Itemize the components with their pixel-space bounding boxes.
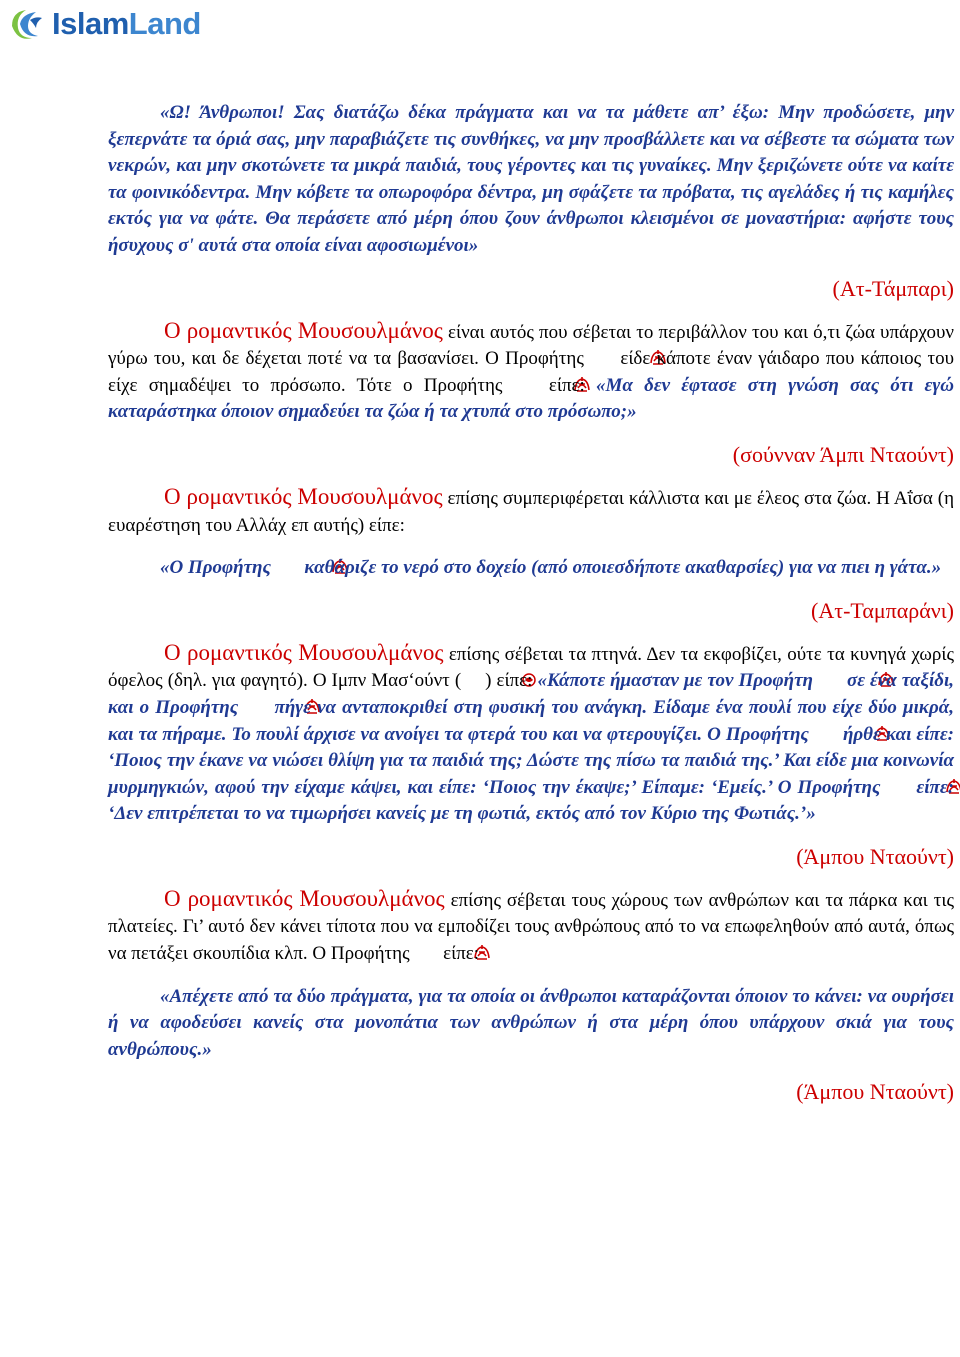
salawat-icon — [517, 375, 535, 392]
romantic-muslim-heading: Ο ρομαντικός Μουσουλμάνος — [164, 639, 444, 665]
text-segment: καθάριζε το νερό στο δοχείο (από οποιεσδήποτε ακαθαρσίες) για να πιει η γάτα.» — [299, 557, 942, 579]
text-segment: είδε κάποτε έναν γάιδαρο που κάποιος του είχε σημαδέψει το πρόσωπο. Τότε ο Προφήτης — [108, 348, 954, 396]
text-segment: είπε: — [537, 374, 596, 396]
quote-tabari: «Ω! Άνθρωποι! Σας διατάζω δέκα πράγματα και να τα μάθετε απ’ έξω: Μην προδώσετε, μην ξεπερνάτε τα όριά σας, μην παραβιάζετε τις συνθήκες, να μην προσβάλλετε και να σέβεστε τα σώματα των νεκρών, και μην σκοτώνετε τα μικρά παιδιά, τους γέροντες και τις γυναίκες. Μην ξεριζώνετε ούτε να καίτε τα φοινικόδεντρα. Μην κόβετε τα οπωροφόρα δέντρα, μη σφάζετε τα πρόβατα, τις αγελάδες ή τις καμήλες εκτός για να φάτε. Θα περάσετε από μέρη όπου ζουν άνθρωποι κλεισμένοι σε μοναστήρια: αφήστε τους ήσυχους σ' αυτά στα οποία είναι αφοσιωμένοι» — [108, 102, 954, 256]
quote-two-things: «Απέχετε από τα δύο πράγματα, για τα οποία οι άνθρωποι καταράζονται όποιον το κάνει: να ουρήσει ή να αφοδεύσει κανείς στα μονοπάτια των ανθρώπων ή στα μέρη όπου υπάρχουν σκιά για τους ανθρώπους.» — [108, 985, 954, 1060]
salawat-icon — [889, 777, 907, 794]
quote-birds — [108, 670, 954, 824]
text-segment: «Κάποτε ήμασταν με τον Προφήτη — [537, 670, 818, 692]
source-at-tabarani: (Ατ-Ταμπαράνι) — [811, 597, 954, 623]
paragraph-birds — [108, 640, 954, 828]
text-segment: επίσης σέβεται τα πτηνά. Δεν τα εκφοβίζει, ούτε τα κυνηγά χωρίς όφελος (δηλ. για φαγητό). Ο Ιμπν Μασ‘ούντ ( — [108, 643, 954, 692]
text-segment: πήγε να ανταποκριθεί στη φυσική του ανάγκη. Είδαμε ένα πουλί που είχε δύο μικρά, και τα πήραμε. Το πουλί άρχισε να ανοίγει τα φτερά του και να φτερουγίζει. Ο Προφήτης — [108, 696, 954, 745]
source-abu-dawud-2: (Άμπου Νταούντ) — [796, 1079, 954, 1105]
source-at-tabari: (Ατ-Τάμπαρι) — [832, 275, 954, 301]
romantic-muslim-heading: Ο ρομαντικός Μουσουλμάνος — [164, 317, 443, 343]
text-segment: «Ο Προφήτης — [160, 557, 276, 579]
romantic-muslim-heading: Ο ρομαντικός Μουσουλμάνος — [164, 483, 443, 509]
salawat-icon — [247, 697, 265, 714]
salawat-icon — [821, 670, 839, 687]
logo-word-islam: Islam — [52, 6, 129, 41]
quote-donkey: «Μα δεν έφτασε στη γνώση σας ότι εγώ καταράστηκα όποιον σημαδεύει τα ζώα ή τα χτυπά στο πρόσωπο;» — [108, 374, 954, 423]
text-segment: σε ένα ταξίδι, και ο Προφήτης — [108, 670, 954, 718]
quote-cat — [108, 555, 954, 582]
paragraph-mercy — [108, 484, 954, 539]
paragraph-public-spaces — [108, 886, 954, 968]
logo-word-land: Land — [128, 6, 201, 41]
romantic-muslim-heading: Ο ρομαντικός Μουσουλμάνος — [164, 885, 445, 911]
text-segment: επίσης σέβεται τους χώρους των ανθρώπων και τα πάρκα και τις πλατείες. Γι’ αυτό δεν κάνει τίποτα που να εμποδίζει τους ανθρώπους από το να επωφεληθούν από αυτά, όπως να πετάξει σκουπίδια κλπ. Ο Προφήτης — [108, 889, 954, 965]
text-segment: είναι αυτός που σέβεται το περιβάλλον του και ό,τι ζώα υπάρχουν γύρω του, και δε δέχεται ποτέ να τα βασανίσει. Ο Προφήτης — [108, 321, 954, 370]
article-body — [108, 100, 954, 1107]
radiallahu-icon — [464, 670, 482, 687]
site-logo[interactable] — [6, 4, 201, 44]
salawat-icon — [279, 557, 297, 574]
salawat-icon — [417, 943, 435, 960]
source-abu-dawud: (Άμπου Νταούντ) — [796, 843, 954, 869]
logo-text — [52, 6, 201, 42]
text-segment: είπε: — [438, 943, 480, 965]
text-segment: ήρθε και είπε: ‘Ποιος την έκανε να νιώσει θλίψη για τα παιδιά της; Δώστε της πίσω τα παιδιά της.’ Και είδε μια κοινωνία μυρμηγκιών, αφού την είχαμε κάψει, και είπε: ‘Ποιος την έκαψε;’ Είπαμε: ‘Εμείς.’ Ο Προφήτης — [108, 723, 954, 798]
text-segment: επίσης συμπεριφέρεται κάλλιστα και με έλεος στα ζώα. Η Αΐσα (η ευαρέστηση του Αλλάχ επ αυτής) είπε: — [108, 487, 955, 536]
salawat-icon — [593, 348, 611, 365]
paragraph-donkey — [108, 318, 954, 426]
text-segment: ) είπε: — [485, 670, 538, 692]
source-sunan-abi-dawud: (σούνναν Άμπι Νταούντ) — [732, 441, 954, 467]
islamland-logo-icon — [6, 4, 46, 44]
text-segment: είπε: ‘Δεν επιτρέπεται το να τιμωρήσει κανείς με τη φωτιά, εκτός από τον Κύριο της Φωτιάς.’» — [108, 776, 954, 825]
salawat-icon — [817, 724, 835, 741]
